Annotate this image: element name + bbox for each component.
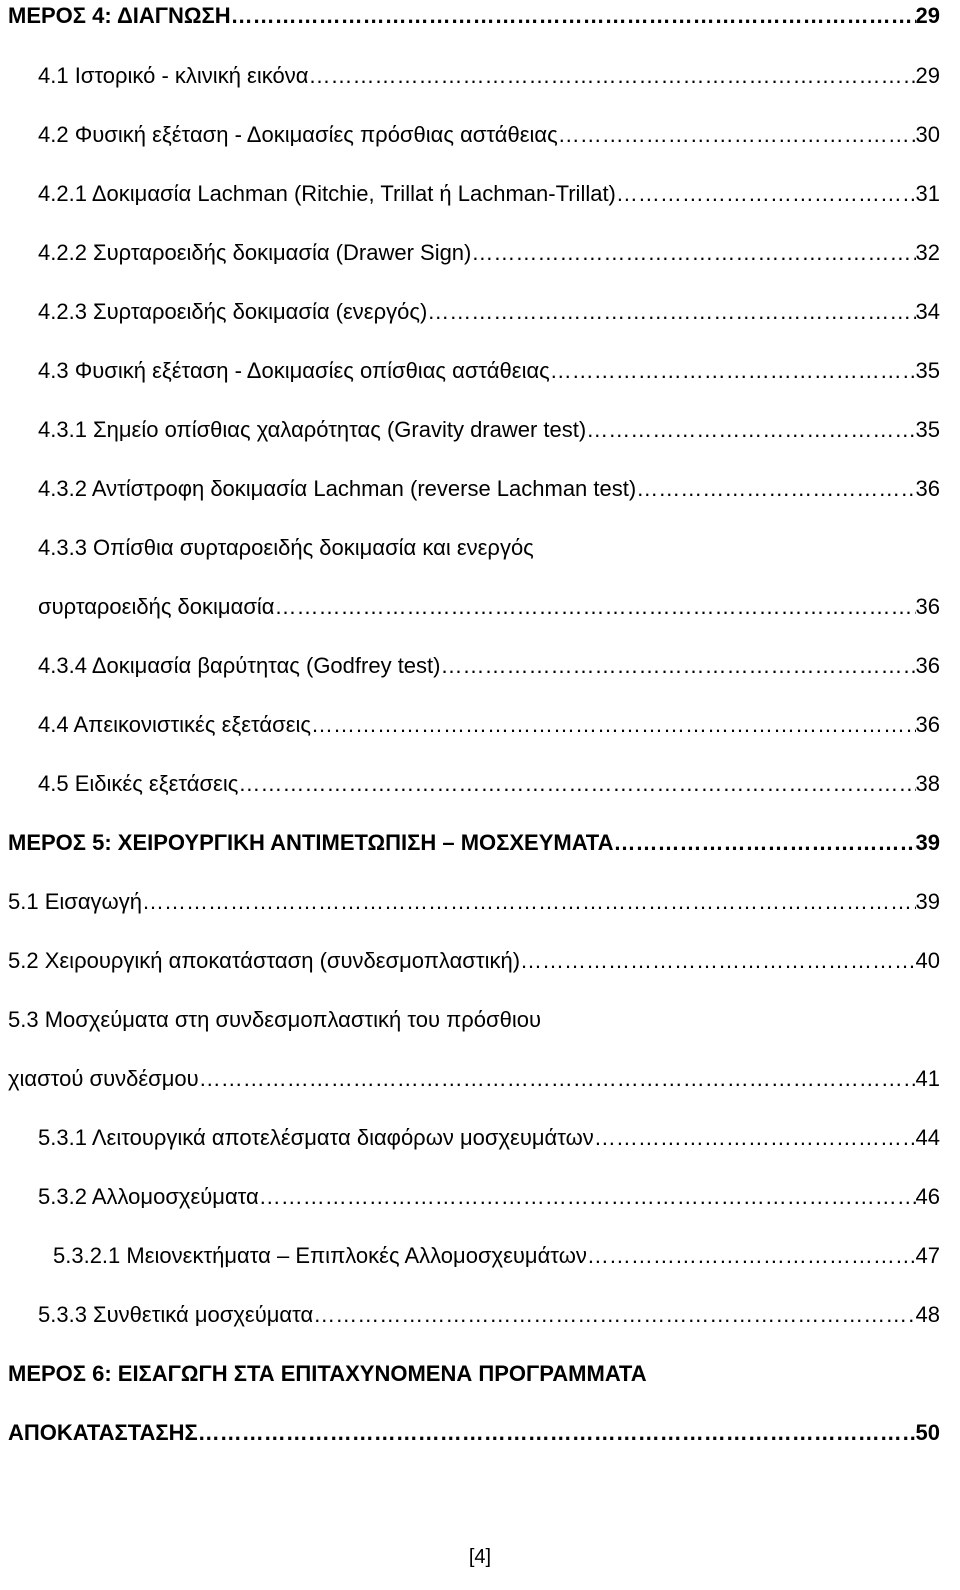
toc-entry-4-2-1[interactable] [38, 174, 940, 214]
toc-entry-title: 5.2 Χειρουργική αποκατάσταση (συνδεσμοπλαστική) [8, 948, 521, 973]
toc-entry-4-2[interactable] [38, 115, 940, 155]
toc-dot-leader [586, 410, 915, 450]
toc-page-number: 47 [915, 1243, 940, 1268]
toc-entry-part-5[interactable] [8, 823, 940, 863]
toc-page-number: 35 [915, 417, 940, 442]
toc-entry-title: 5.1 Εισαγωγή [8, 889, 142, 914]
toc-entry-title: συρταροειδής δοκιμασία [38, 594, 275, 619]
toc-page-number: 36 [915, 476, 940, 501]
toc-entry-4-2-3[interactable] [38, 292, 940, 332]
toc-page-number: 36 [915, 653, 940, 678]
toc-entry-5-3-2-1[interactable] [53, 1236, 940, 1276]
toc-page-number: 50 [915, 1420, 940, 1445]
toc-page-number: 46 [915, 1184, 940, 1209]
toc-dot-leader [259, 1177, 916, 1217]
toc-entry-title: χιαστού συνδέσμου [8, 1066, 199, 1091]
toc-page-number: 38 [915, 771, 940, 796]
toc-entry-title: 4.4 Απεικονιστικές εξετάσεις [38, 712, 312, 737]
toc-page-number: 29 [915, 63, 940, 88]
toc-dot-leader [550, 351, 916, 391]
toc-page-number: 29 [915, 3, 940, 28]
toc-entry-4-5[interactable] [38, 764, 940, 804]
toc-dot-leader [198, 1413, 916, 1453]
toc-entry-title: 4.2.3 Συρταροειδής δοκιμασία (ενεργός) [38, 299, 428, 324]
toc-dot-leader [142, 882, 916, 922]
toc-page-number: 39 [915, 830, 940, 855]
toc-entry-title: 5.3.2.1 Μειονεκτήματα – Επιπλοκές Αλλομοσχευμάτων [53, 1243, 587, 1268]
toc-entry-5-3-1[interactable] [38, 1118, 940, 1158]
toc-entry-title: ΑΠΟΚΑΤΑΣΤΑΣΗΣ [8, 1420, 198, 1445]
toc-entry-title: 4.3.4 Δοκιμασία βαρύτητας (Godfrey test) [38, 653, 441, 678]
toc-entry-title: 4.2.1 Δοκιμασία Lachman (Ritchie, Trillat ή Lachman-Trillat) [38, 181, 616, 206]
toc-dot-leader [636, 469, 915, 509]
toc-entry-title: 5.3.1 Λειτουργικά αποτελέσματα διαφόρων μοσχευμάτων [38, 1125, 594, 1150]
toc-entry-title: 4.1 Ιστορικό - κλινική εικόνα [38, 63, 309, 88]
toc-entry-5-3-line1[interactable]: 5.3 Μοσχεύματα στη συνδεσμοπλαστική του πρόσθιου [8, 1007, 542, 1032]
toc-dot-leader [313, 1295, 915, 1335]
toc-page-number: 36 [915, 594, 940, 619]
toc-entry-part-6[interactable] [8, 1413, 940, 1453]
toc-entry-5-3-2[interactable] [38, 1177, 940, 1217]
toc-page-number: 48 [915, 1302, 940, 1327]
toc-dot-leader [231, 0, 916, 36]
toc-entry-5-3[interactable] [8, 1059, 940, 1099]
toc-dot-leader [471, 233, 915, 273]
toc-dot-leader [613, 823, 915, 863]
toc-entry-title: 5.3.2 Αλλομοσχεύματα [38, 1184, 259, 1209]
page-number-footer: [4] [468, 1546, 492, 1568]
toc-page-number: 35 [915, 358, 940, 383]
toc-dot-leader [558, 115, 916, 155]
toc-page-number: 44 [915, 1125, 940, 1150]
toc-dot-leader [238, 764, 915, 804]
toc-entry-4-3-2[interactable] [38, 469, 940, 509]
toc-entry-title: 4.3 Φυσική εξέταση - Δοκιμασίες οπίσθιας αστάθειας [38, 358, 550, 383]
toc-page-number: 40 [915, 948, 940, 973]
toc-entry-4-3-3[interactable] [38, 587, 940, 627]
toc-page-number: 39 [915, 889, 940, 914]
toc-dot-leader [308, 56, 915, 96]
toc-dot-leader [616, 174, 916, 214]
toc-entry-4-4[interactable] [38, 705, 940, 745]
toc-page-number: 30 [915, 122, 940, 147]
toc-entry-4-3[interactable] [38, 351, 940, 391]
toc-page-number: 32 [915, 240, 940, 265]
toc-dot-leader [311, 705, 916, 745]
toc-page-number: 41 [915, 1066, 940, 1091]
toc-entry-4-3-3-line1[interactable]: 4.3.3 Οπίσθια συρταροειδής δοκιμασία και ενεργός [38, 535, 534, 560]
toc-entry-4-3-1[interactable] [38, 410, 940, 450]
toc-dot-leader [594, 1118, 916, 1158]
toc-dot-leader [427, 292, 915, 332]
toc-entry-part-4[interactable] [8, 0, 940, 36]
toc-entry-title: 4.2.2 Συρταροειδής δοκιμασία (Drawer Sign) [38, 240, 472, 265]
toc-dot-leader [440, 646, 915, 686]
toc-dot-leader [587, 1236, 916, 1276]
toc-page-number: 34 [915, 299, 940, 324]
toc-entry-title: 5.3.3 Συνθετικά μοσχεύματα [38, 1302, 314, 1327]
toc-entry-5-1[interactable] [8, 882, 940, 922]
toc-dot-leader [275, 587, 916, 627]
toc-entry-title: ΜΕΡΟΣ 4: ΔΙΑΓΝΩΣΗ [8, 3, 231, 28]
toc-entry-title: 4.3.2 Αντίστροφη δοκιμασία Lachman (reverse Lachman test) [38, 476, 637, 501]
toc-entry-4-2-2[interactable] [38, 233, 940, 273]
toc-entry-title: ΜΕΡΟΣ 5: ΧΕΙΡΟΥΡΓΙΚΗ ΑΝΤΙΜΕΤΩΠΙΣΗ – ΜΟΣΧΕΥΜΑΤΑ [8, 830, 614, 855]
toc-entry-4-1[interactable] [38, 56, 940, 96]
toc-page-number: 36 [915, 712, 940, 737]
toc-entry-5-2[interactable] [8, 941, 940, 981]
toc-entry-5-3-3[interactable] [38, 1295, 940, 1335]
toc-entry-title: 4.2 Φυσική εξέταση - Δοκιμασίες πρόσθιας αστάθειας [38, 122, 558, 147]
toc-entry-title: 4.5 Ειδικές εξετάσεις [38, 771, 239, 796]
toc-dot-leader [199, 1059, 916, 1099]
toc-dot-leader [520, 941, 916, 981]
toc-entry-part-6-line1[interactable]: ΜΕΡΟΣ 6: ΕΙΣΑΓΩΓΗ ΣΤΑ ΕΠΙΤΑΧΥΝΟΜΕΝΑ ΠΡΟΓΡΑΜΜΑΤΑ [8, 1361, 647, 1386]
toc-page-number: 31 [915, 181, 940, 206]
toc-entry-4-3-4[interactable] [38, 646, 940, 686]
toc-entry-title: 4.3.1 Σημείο οπίσθιας χαλαρότητας (Gravity drawer test) [38, 417, 587, 442]
